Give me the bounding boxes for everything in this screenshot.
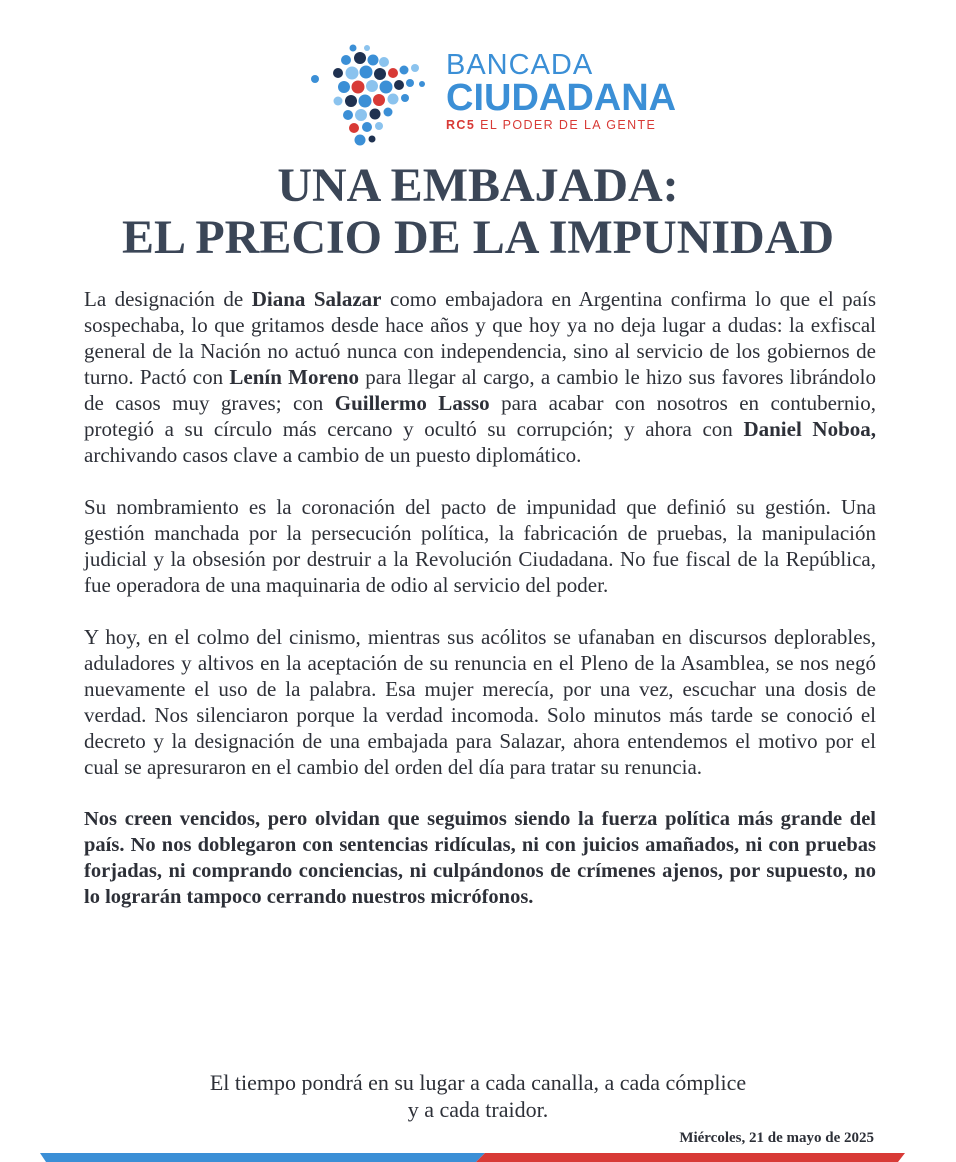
brand-tag-prefix: RC5 [446,118,476,132]
p1-name-lasso: Guillermo Lasso [334,391,490,415]
p1-text-1: La designación de [84,287,252,311]
footer-color-bar [0,1153,956,1162]
paragraph-1 [84,286,876,468]
footer-bar-blue [40,1153,485,1162]
footer-bar-red [476,1153,905,1162]
p1-text-3: para llegar al cargo, a cambio le hizo sus favores librándolo de casos muy graves; con [84,365,876,415]
brand-line-2: CIUDADANA [446,77,677,119]
brand-wordmark [446,50,676,133]
statement-body [84,286,876,936]
title-line-2: EL PRECIO DE LA IMPUNIDAD [121,211,835,264]
title-line-1: UNA EMBAJADA: [277,159,679,212]
closing-line-2: y a cada traidor. [407,1097,549,1122]
p1-name-moreno: Lenín Moreno [229,365,359,389]
p1-name-salazar: Diana Salazar [251,287,382,311]
closing-line-1: El tiempo pondrá en su lugar a cada canalla, a cada cómplice [209,1070,747,1095]
p1-text-5: archivando casos clave a cambio de un puesto diplomático. [84,443,582,467]
p1-name-noboa: Daniel Noboa, [743,417,876,441]
page-title [0,160,956,264]
p1-text-4: para acabar con nosotros en contubernio, protegió a su círculo más cercano y ocultó su corrupción; y ahora con [84,391,876,441]
closing-statement [0,1069,956,1123]
paragraph-2: Su nombramiento es la coronación del pacto de impunidad que definió su gestión. Una gestión manchada por la persecución política, la fabricación de pruebas, la manipulación judicial y la obsesión por destruir a la Revolución Ciudadana. No fue fiscal de la República, fue operadora de una maquinaria de odio al servicio del poder. [84,495,876,597]
paragraph-3: Y hoy, en el colmo del cinismo, mientras sus acólitos se ufanaban en discursos deplorables, aduladores y altivos en la aceptación de su renuncia en el Pleno de la Asamblea, se nos negó nuevamente el uso de la palabra. Esa mujer merecía, por una vez, escuchar una dosis de verdad. Nos silenciaron porque la verdad incomoda. Solo minutos más tarde se conoció el decreto y la designación de una embajada para Salazar, ahora entendemos el motivo por el cual se apresuraron en el cambio del orden del día para tratar su renuncia. [84,625,876,779]
bancada-ciudadana-dots-icon [298,40,438,152]
brand-tag-text: EL PODER DE LA GENTE [475,118,657,132]
paragraph-4: Nos creen vencidos, pero olvidan que seguimos siendo la fuerza política más grande del país. No nos doblegaron con sentencias ridículas, ni con juicios amañados, ni con pruebas forjadas, ni comprando conciencias, ni culpándonos de crímenes ajenos, por supuesto, no lo lograrán tampoco cerrando nuestros micrófonos. [84,808,876,908]
statement-date: Miércoles, 21 de mayo de 2025 [679,1130,874,1146]
brand-line-1: BANCADA [446,49,594,81]
p1-text-2: como embajadora en Argentina confirma lo que el país sospechaba, lo que gritamos desde hace años y que hoy ya no deja lugar a dudas: la exfiscal general de la Nación no actuó nunca con independencia, sino al servicio de los gobiernos de turno. Pactó con [84,287,876,389]
brand-tagline [446,117,676,133]
brand-logo [298,40,678,152]
